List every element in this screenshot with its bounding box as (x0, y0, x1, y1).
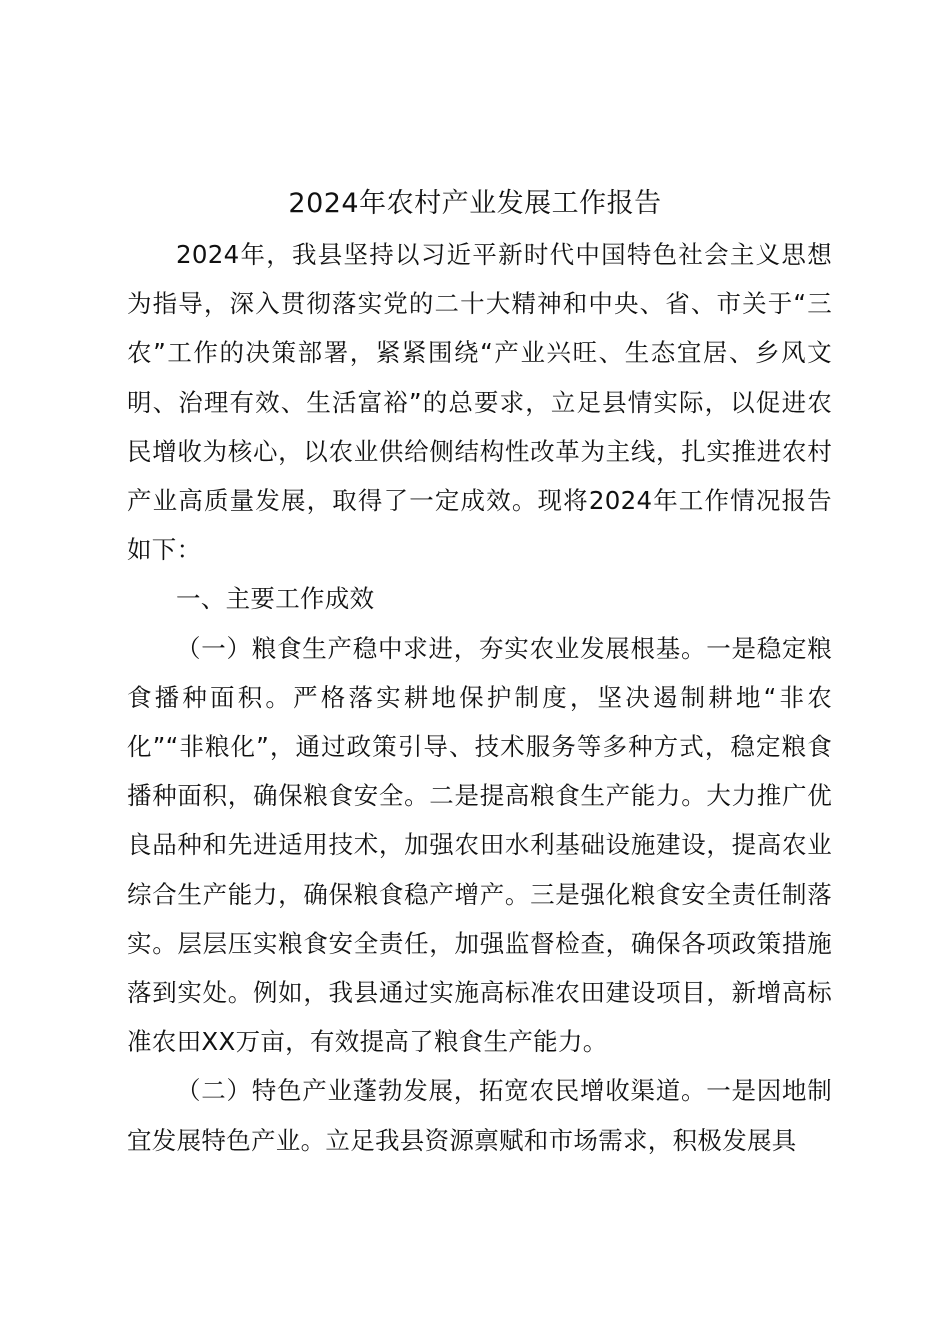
section-paragraph-1: （一）粮食生产稳中求进，夯实农业发展根基。一是稳定粮食播种面积。严格落实耕地保护制度，坚决遏制耕地“非农化”“非粮化”，通过政策引导、技术服务等多种方式，稳定粮食播种面积，确保粮食安全。二是提高粮食生产能力。大力推广优良品种和先进适用技术，加强农田水利基础设施建设，提高农业综合生产能力，确保粮食稳产增产。三是强化粮食安全责任制落实。层层压实粮食安全责任，加强监督检查，确保各项政策措施落到实处。例如，我县通过实施高标准农田建设项目，新增高标准农田XX万亩，有效提高了粮食生产能力。 (127, 633, 832, 1057)
document-body (127, 230, 832, 1165)
section-paragraph-2: （二）特色产业蓬勃发展，拓宽农民增收渠道。一是因地制宜发展特色产业。立足我县资源禀赋和市场需求，积极发展具 (127, 1076, 832, 1155)
document-title: 2024年农村产业发展工作报告 (288, 188, 662, 219)
intro-paragraph: 2024年，我县坚持以习近平新时代中国特色社会主义思想为指导，深入贯彻落实党的二十大精神和中央、省、市关于“三农”工作的决策部署，紧紧围绕“产业兴旺、生态宜居、乡风文明、治理有效、生活富裕”的总要求，立足县情实际，以促进农民增收为核心，以农业供给侧结构性改革为主线，扎实推进农村产业高质量发展，取得了一定成效。现将2024年工作情况报告如下： (127, 240, 832, 565)
section-heading: 一、主要工作成效 (176, 584, 375, 614)
